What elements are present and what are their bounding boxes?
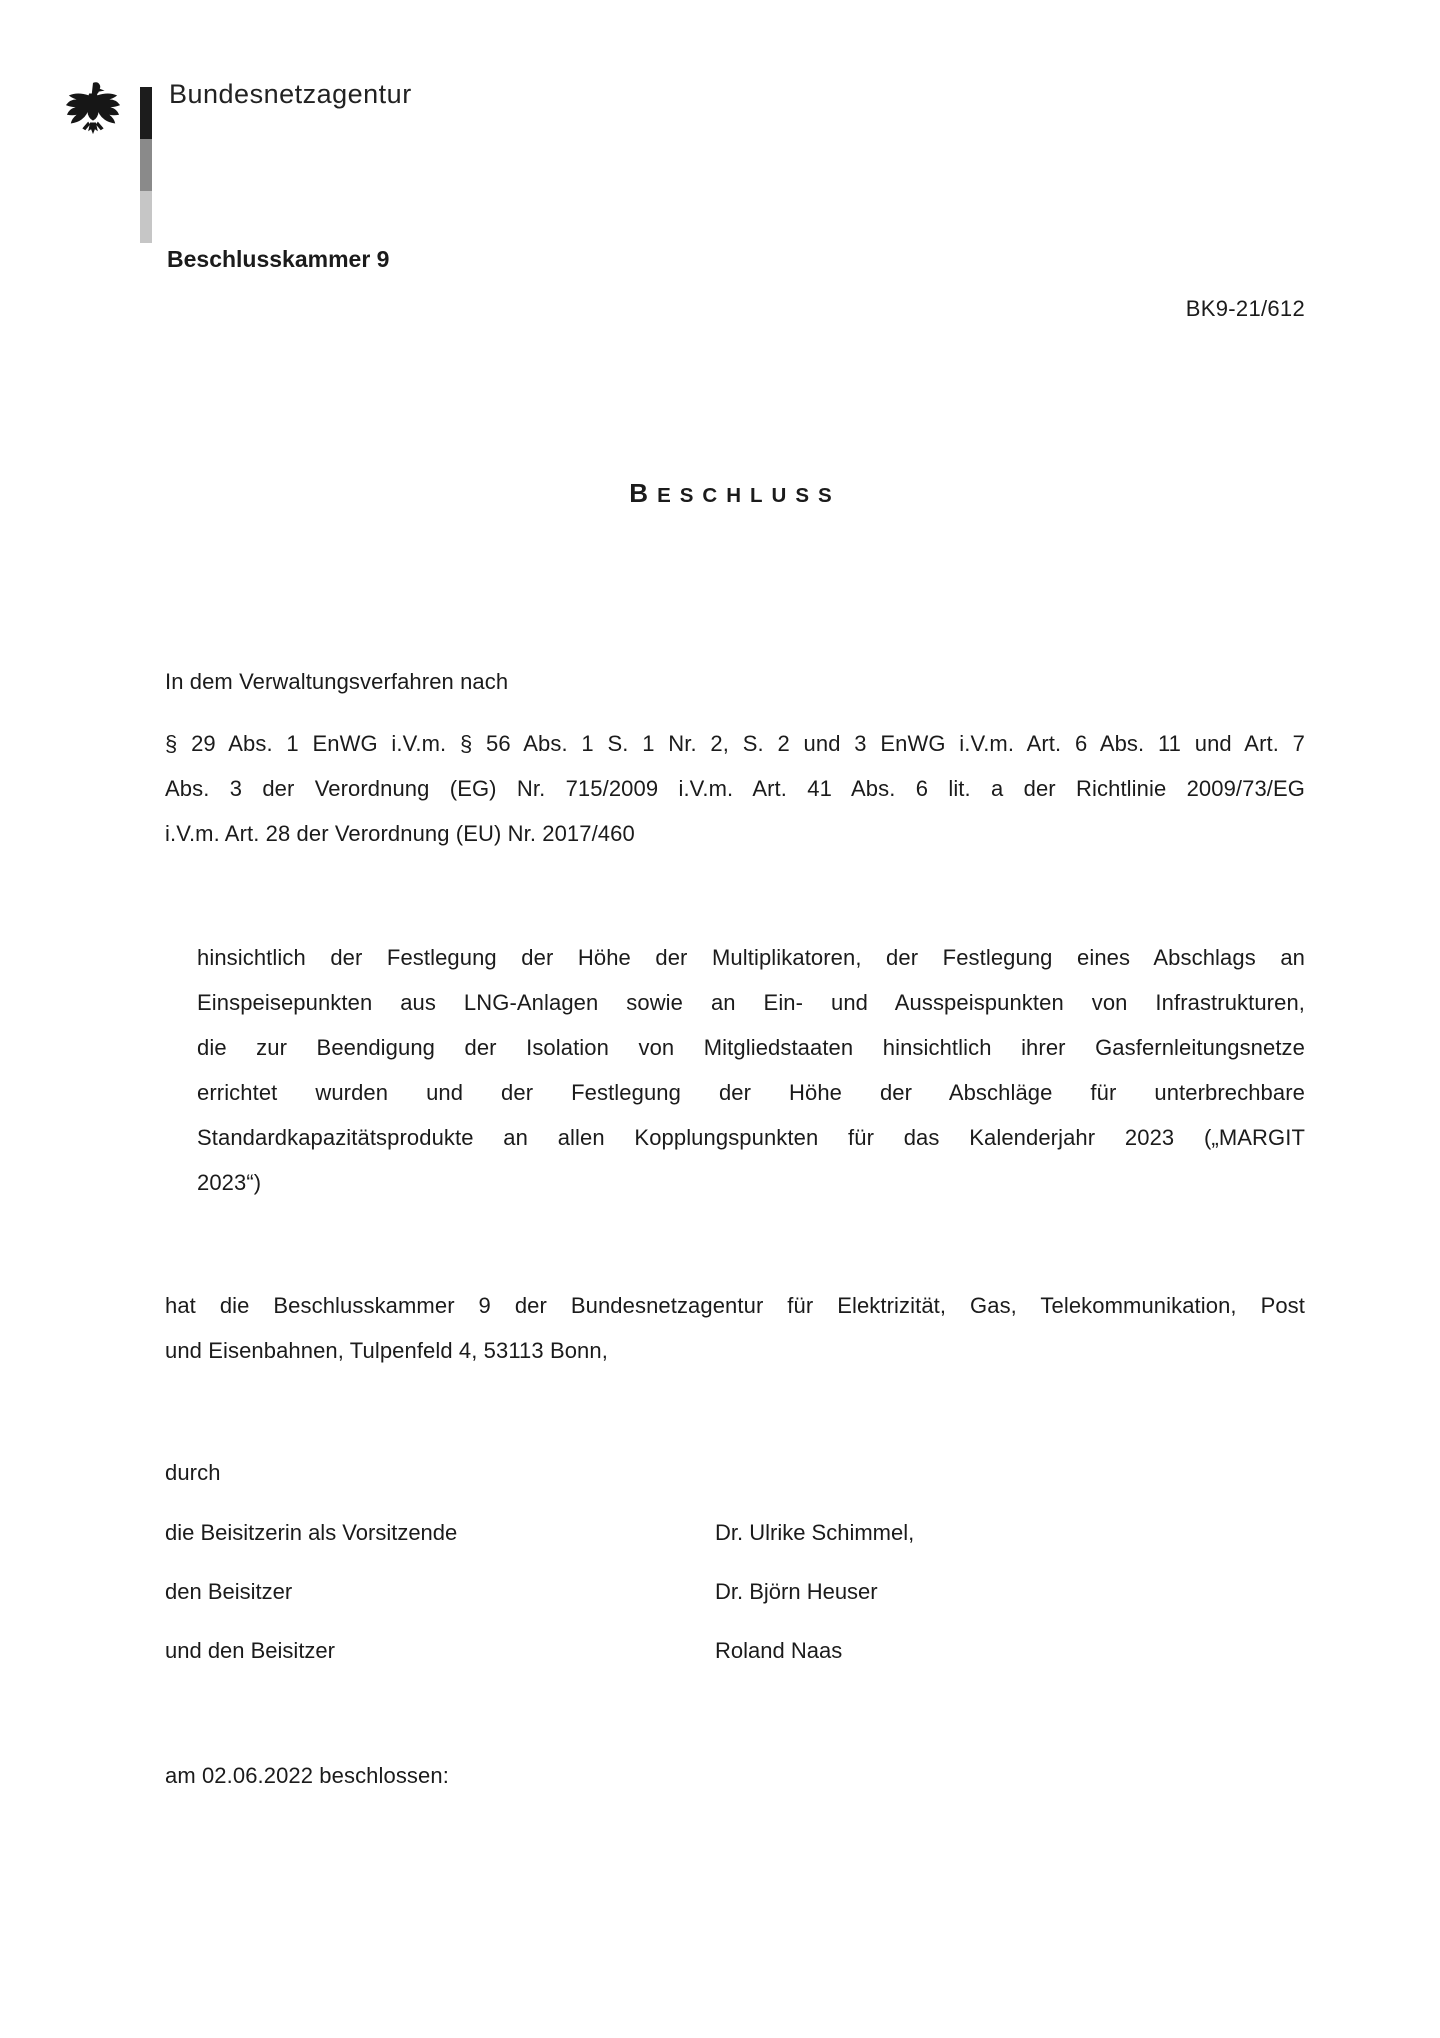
panel-member-row <box>165 1569 1305 1614</box>
intro-paragraph <box>165 659 1305 704</box>
durch-line <box>165 1450 1305 1495</box>
document-title-initial: B <box>629 478 658 508</box>
text-line: die zur Beendigung der Isolation von Mitgliedstaaten hinsichtlich ihrer Gasfernleitungsnetze <box>197 1035 1305 1060</box>
bar-segment-dark <box>140 87 152 139</box>
text-line: Standardkapazitätsprodukte an allen Kopplungspunkten für das Kalenderjahr 2023 („MARGIT <box>197 1125 1305 1150</box>
text-line: In dem Verwaltungsverfahren nach <box>165 669 509 694</box>
text-line: am 02.06.2022 beschlossen: <box>165 1763 449 1788</box>
member-role: die Beisitzerin als Vorsitzende <box>165 1520 458 1545</box>
text-line: Einspeisepunkten aus LNG-Anlagen sowie an Ein- und Ausspeispunkten von Infrastrukturen, <box>197 990 1305 1015</box>
text-line: Abs. 3 der Verordnung (EG) Nr. 715/2009 i.V.m. Art. 41 Abs. 6 lit. a der Richtlinie 2009/73/EG <box>165 776 1305 801</box>
text-line: durch <box>165 1460 221 1485</box>
case-reference: BK9-21/612 <box>1185 296 1305 321</box>
bar-segment-light <box>140 191 152 243</box>
decision-date-line <box>165 1753 1305 1798</box>
logo-gradient-bar <box>140 87 152 243</box>
panel-member-row <box>165 1510 1305 1555</box>
text-line: 2023“) <box>197 1170 262 1195</box>
text-line: hinsichtlich der Festlegung der Höhe der Multiplikatoren, der Festlegung eines Abschlags an <box>197 945 1305 970</box>
text-line: hat die Beschlusskammer 9 der Bundesnetzagentur für Elektrizität, Gas, Telekommunikation, Post <box>165 1293 1305 1318</box>
legal-basis-paragraph <box>165 721 1305 856</box>
chamber-heading: Beschlusskammer 9 <box>167 246 390 272</box>
bar-segment-mid <box>140 139 152 191</box>
text-line: errichtet wurden und der Festlegung der Höhe der Abschläge für unterbrechbare <box>197 1080 1305 1105</box>
member-role: den Beisitzer <box>165 1579 293 1604</box>
federal-eagle-icon <box>64 80 122 138</box>
text-line: i.V.m. Art. 28 der Verordnung (EU) Nr. 2017/460 <box>165 821 635 846</box>
panel-member-row <box>165 1628 1305 1673</box>
member-name: Dr. Björn Heuser <box>715 1579 878 1604</box>
subject-paragraph <box>165 935 1305 1205</box>
issuing-chamber-paragraph <box>165 1283 1305 1373</box>
brand-wordmark: Bundesnetzagentur <box>169 79 412 109</box>
member-role: und den Beisitzer <box>165 1638 335 1663</box>
member-name: Roland Naas <box>715 1638 843 1663</box>
text-line: § 29 Abs. 1 EnWG i.V.m. § 56 Abs. 1 S. 1 Nr. 2, S. 2 und 3 EnWG i.V.m. Art. 6 Abs. 11 und Art. 7 <box>165 731 1305 756</box>
document-title-rest: ESCHLUSS <box>657 484 841 507</box>
document-title <box>165 478 1305 509</box>
text-line: und Eisenbahnen, Tulpenfeld 4, 53113 Bonn, <box>165 1338 608 1363</box>
member-name: Dr. Ulrike Schimmel, <box>715 1520 915 1545</box>
